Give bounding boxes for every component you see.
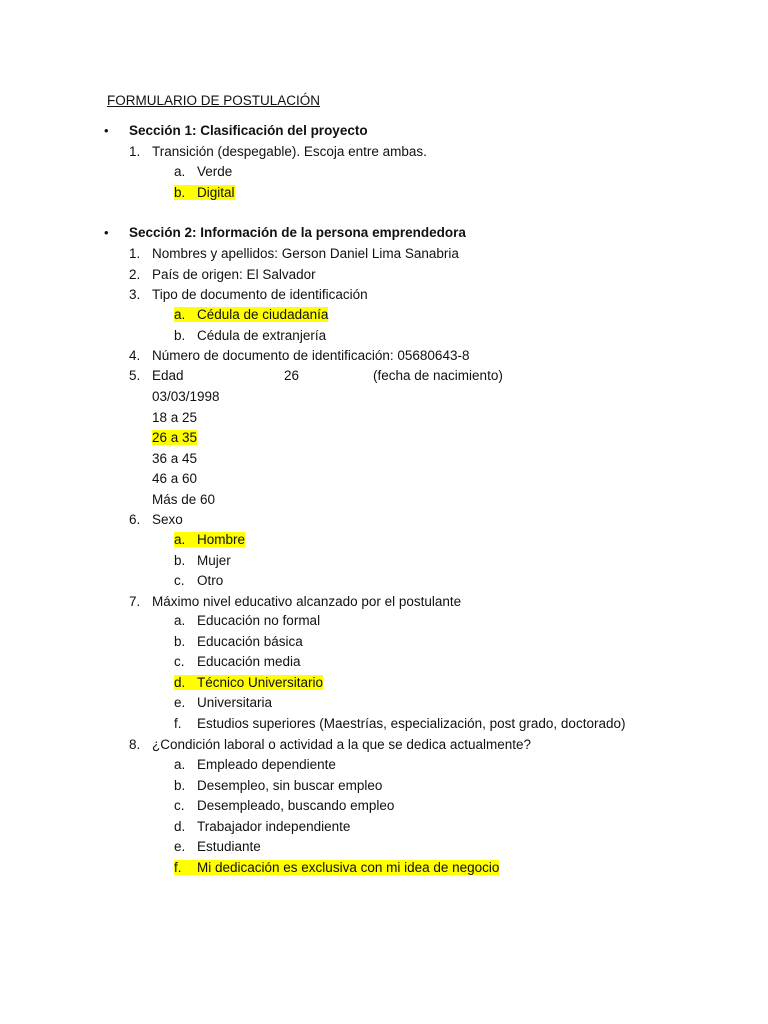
option-text: Verde [197, 164, 233, 179]
option-marker: f. [174, 860, 182, 875]
option-text: Mujer [197, 552, 231, 568]
option-text: Cédula de ciudadanía [197, 307, 329, 322]
s2-q6-option [174, 572, 223, 590]
option-marker: b. [174, 327, 186, 343]
s2-q5-line [152, 429, 197, 447]
s1-q1-option [174, 163, 232, 181]
item-number: 6. [129, 512, 141, 527]
option-text: Estudios superiores (Maestrías, especialización, post grado, doctorado) [197, 716, 626, 731]
item-number: 4. [129, 348, 141, 363]
option-marker: c. [174, 654, 185, 670]
option-text: Empleado dependiente [197, 757, 336, 772]
option-text: Otro [197, 573, 224, 589]
option-text: Educación básica [197, 633, 303, 649]
option [174, 613, 320, 628]
option [174, 819, 350, 834]
item-text: Máximo nivel educativo alcanzado por el postulante [152, 594, 462, 609]
s2-q7-option [174, 612, 320, 630]
option-marker: e. [174, 839, 186, 855]
selected-option-highlight [174, 185, 235, 200]
section1-bullet: • [104, 123, 109, 138]
s2-q7-option [174, 694, 272, 712]
option [174, 553, 231, 568]
option-marker: a. [174, 613, 186, 628]
option-text: Cédula de extranjería [197, 327, 327, 343]
option-marker: e. [174, 695, 186, 711]
option-marker: b. [174, 633, 186, 649]
item-number: 1. [129, 144, 141, 159]
option-text: Educación media [197, 654, 301, 670]
s2-q8-option [174, 859, 499, 877]
item-text: Transición (despegable). Escoja entre ambas. [152, 144, 427, 159]
age-value: 26 [284, 368, 300, 383]
option-marker: b. [174, 552, 186, 568]
section2-bullet: • [104, 225, 109, 240]
age-label: Edad [152, 368, 184, 383]
item-text: Sexo [152, 512, 183, 527]
s2-q3-option [174, 327, 326, 345]
range-text: 18 a 25 [152, 409, 198, 425]
option [174, 164, 232, 179]
option [174, 654, 301, 669]
s2-q8-option [174, 838, 261, 856]
s2-q7-option [174, 653, 301, 671]
option-text: Estudiante [197, 839, 261, 855]
option [174, 778, 382, 793]
option-marker: d. [174, 674, 186, 690]
option [174, 757, 336, 772]
option-text: Educación no formal [197, 613, 321, 628]
selected-option-highlight [174, 860, 499, 875]
option-text: Trabajador independiente [197, 818, 351, 834]
s2-q5-line [152, 388, 220, 406]
item-text: Nombres y apellidos: Gerson Daniel Lima Sanabria [152, 246, 459, 261]
s2-q8-option [174, 797, 394, 815]
option-text: Mi dedicación es exclusiva con mi idea de negocio [197, 860, 500, 875]
option-marker: d. [174, 818, 186, 834]
item-text: Tipo de documento de identificación [152, 287, 368, 302]
s2-q7-option [174, 674, 323, 692]
option-text: Digital [197, 184, 235, 200]
birthdate-note: (fecha de nacimiento) [373, 368, 503, 383]
s1-q1-option [174, 184, 235, 202]
item-number: 2. [129, 267, 141, 282]
item-text: ¿Condición laboral o actividad a la que se dedica actualmente? [152, 737, 531, 752]
option-marker: a. [174, 164, 186, 179]
section1-heading: Sección 1: Clasificación del proyecto [129, 123, 368, 138]
option [174, 716, 625, 731]
option [174, 328, 326, 343]
s2-q8-option [174, 756, 336, 774]
option-text: Desempleado, buscando empleo [197, 798, 395, 814]
s2-q6-option [174, 531, 245, 549]
option-text: Desempleo, sin buscar empleo [197, 777, 383, 793]
option-text: Hombre [197, 532, 246, 547]
range-text: 46 a 60 [152, 471, 198, 487]
s2-q8-option [174, 777, 382, 795]
s2-q5-line [152, 409, 197, 427]
selected-range-highlight: 26 a 35 [152, 430, 198, 446]
option-text: Técnico Universitario [197, 674, 324, 690]
s2-q5-line [152, 470, 197, 488]
selected-option-highlight [174, 675, 323, 690]
range-text: 36 a 45 [152, 450, 198, 466]
option-text: Universitaria [197, 695, 273, 711]
option-marker: a. [174, 757, 186, 772]
s2-q6-option [174, 552, 231, 570]
s2-q7-option [174, 715, 625, 733]
item-number: 7. [129, 594, 141, 609]
option [174, 839, 261, 854]
selected-option-highlight [174, 307, 328, 322]
section2-heading: Sección 2: Información de la persona emprendedora [129, 225, 466, 240]
option-marker: f. [174, 716, 182, 731]
option-marker: b. [174, 777, 186, 793]
s2-q5-line [152, 491, 215, 509]
selected-option-highlight [174, 532, 245, 547]
s2-q7-option [174, 633, 303, 651]
option-marker: c. [174, 798, 185, 814]
option-marker: c. [174, 573, 185, 589]
option-marker: a. [174, 532, 186, 547]
option [174, 695, 272, 710]
option [174, 573, 223, 588]
form-title: FORMULARIO DE POSTULACIÓN [107, 93, 321, 108]
item-text: País de origen: El Salvador [152, 267, 316, 282]
item-number: 3. [129, 287, 141, 302]
s2-q3-option [174, 306, 328, 324]
item-text: Número de documento de identificación: 05680643-8 [152, 348, 470, 363]
item-number: 8. [129, 737, 141, 752]
option [174, 634, 303, 649]
s2-q8-option [174, 818, 350, 836]
option-marker: b. [174, 184, 186, 200]
item-number: 1. [129, 246, 141, 261]
s2-q5-line [152, 450, 197, 468]
range-text: 03/03/1998 [152, 389, 220, 404]
item-number: 5. [129, 368, 141, 383]
option [174, 798, 394, 813]
range-text: Más de 60 [152, 492, 216, 507]
option-marker: a. [174, 307, 186, 322]
